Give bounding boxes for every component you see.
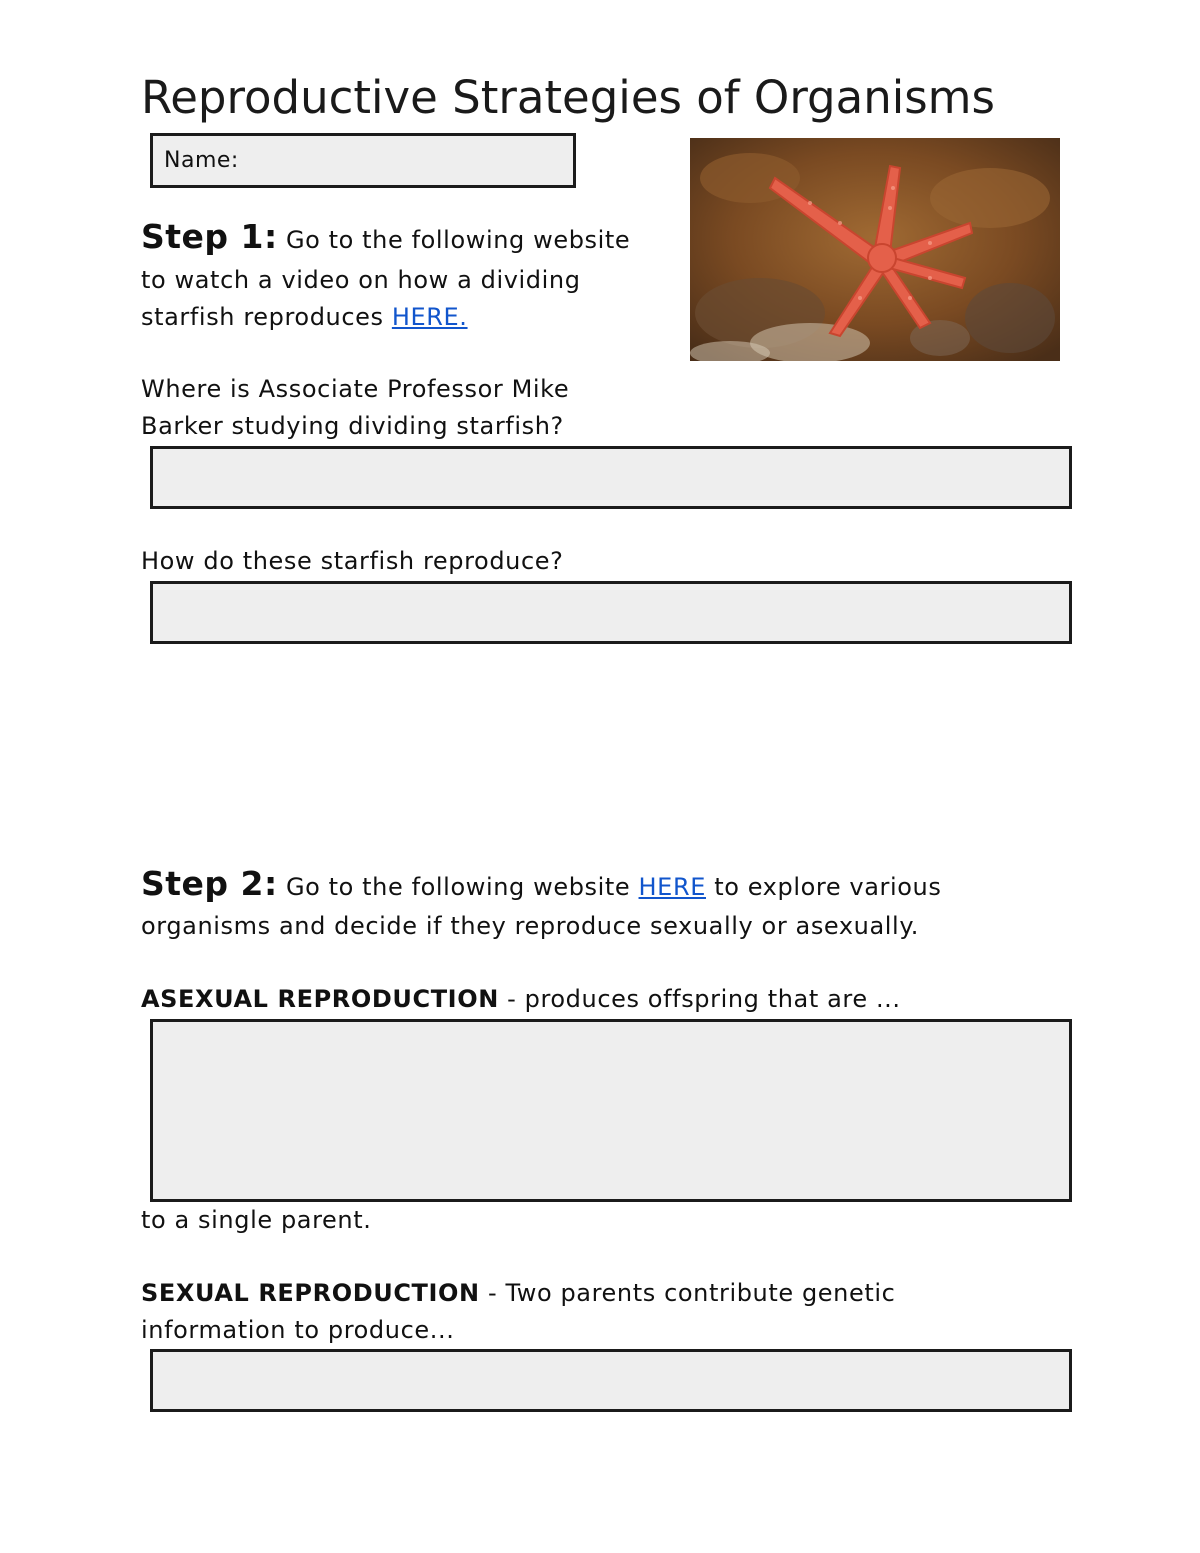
asexual-text: - produces offspring that are ... xyxy=(507,985,901,1013)
answer1-field[interactable] xyxy=(150,446,1072,509)
step2-here-link[interactable]: HERE xyxy=(638,873,706,901)
step2-line1 xyxy=(141,865,941,906)
step2-text-line2: organisms and decide if they reproduce sexually or asexually. xyxy=(141,912,919,940)
sexual-text: - Two parents contribute genetic xyxy=(487,1279,896,1307)
sexual-term: SEXUAL REPRODUCTION xyxy=(141,1279,480,1307)
sexual-answer-field[interactable] xyxy=(150,1349,1072,1412)
page-title: Reproductive Strategies of Organisms xyxy=(141,71,995,124)
step2-text-suffix: to explore various xyxy=(714,873,942,901)
step2-text-prefix: Go to the following website xyxy=(285,873,631,901)
step1-heading: Step 1: xyxy=(141,217,278,256)
asexual-term: ASEXUAL REPRODUCTION xyxy=(141,985,499,1013)
name-field[interactable] xyxy=(150,133,576,188)
question1-line1: Where is Associate Professor Mike xyxy=(141,375,570,403)
starfish-image xyxy=(690,138,1060,361)
step1-text-line2: to watch a video on how a dividing xyxy=(141,266,581,294)
step2-heading: Step 2: xyxy=(141,864,278,903)
question1-line2: Barker studying dividing starfish? xyxy=(141,412,564,440)
asexual-definition xyxy=(141,981,901,1018)
step1-line1 xyxy=(141,218,630,259)
sexual-definition xyxy=(141,1275,895,1312)
sexual-text-line2: information to produce... xyxy=(141,1316,455,1344)
step1-text-line1: Go to the following website xyxy=(285,226,631,254)
starfish-photo xyxy=(690,138,1060,361)
question2: How do these starfish reproduce? xyxy=(141,547,564,575)
step1-here-link[interactable]: HERE. xyxy=(391,303,468,331)
answer2-field[interactable] xyxy=(150,581,1072,644)
step1-line3 xyxy=(141,299,468,336)
asexual-after-text: to a single parent. xyxy=(141,1206,372,1234)
asexual-answer-field[interactable] xyxy=(150,1019,1072,1202)
name-label: Name: xyxy=(164,148,239,173)
step1-text-line3: starfish reproduces xyxy=(141,303,384,331)
